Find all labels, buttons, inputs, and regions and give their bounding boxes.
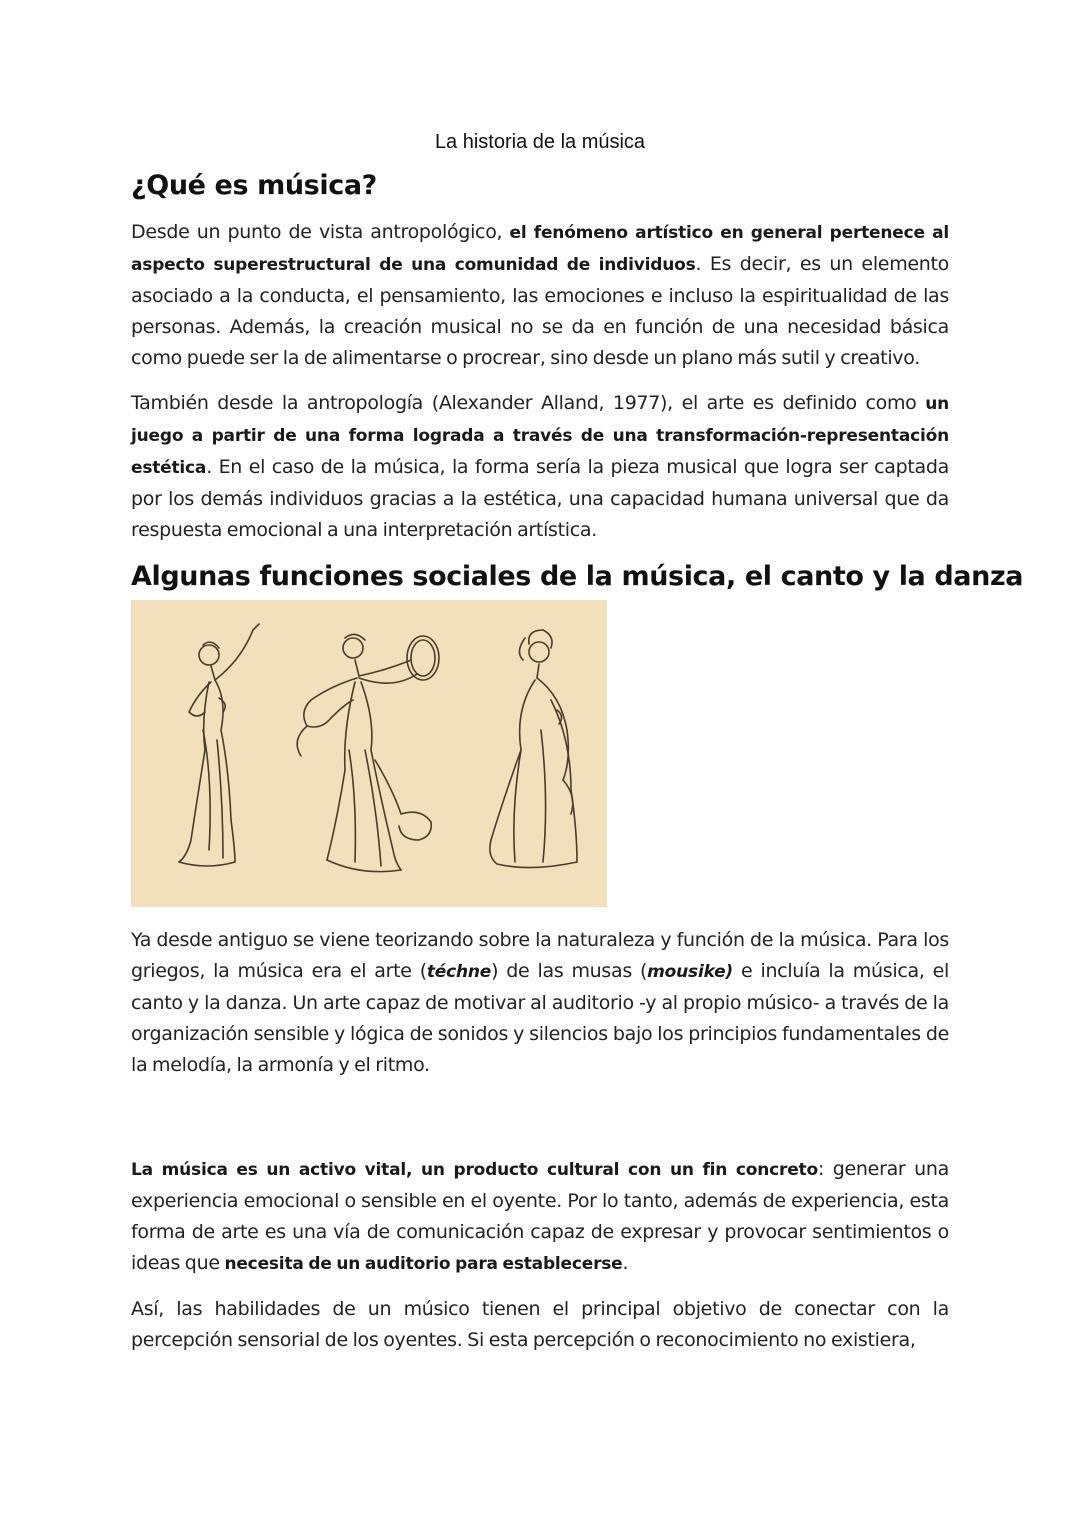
- paragraph-text: ) de las musas (: [491, 960, 648, 982]
- document-title: La historia de la música: [434, 131, 646, 153]
- paragraph-text: Así, las habilidades de un músico tienen el principal objetivo de conectar con la percepción sensorial de los oyentes. Si esta percepción o reconocimiento no existiera,: [131, 1298, 949, 1351]
- paragraph-habilidades: [131, 1294, 949, 1356]
- paragraph-text: . Es decir, es un elemento asociado a la conducta, el pensamiento, las emociones e incluso la espiritualidad de las personas. Además, la creación musical no se da en función de una necesidad básica como puede ser la de alimentarse o procrear, sino desde un plano más sutil y creativo.: [131, 253, 950, 369]
- paragraph-alland: [131, 388, 949, 546]
- italic-term-mousike: mousike): [647, 962, 733, 982]
- paragraph-griegos: [131, 925, 949, 1081]
- section-heading-que-es-musica: ¿Qué es música?: [131, 170, 377, 201]
- paragraph-text: Ya desde antiguo se viene teorizando sobre la naturaleza y función de la música. Para los griegos, la música era el arte (: [131, 929, 949, 982]
- bold-phrase: un juego a partir de una forma lograda a través de una transformación-representación estética: [131, 394, 949, 478]
- paragraph-text: . En el caso de la música, la forma sería la pieza musical que logra ser captada por los demás individuos gracias a la estética, una capacidad humana universal que da respuesta emocional a una interpretación artística.: [131, 456, 949, 541]
- bold-phrase: necesita de un auditorio para establecerse: [224, 1254, 623, 1274]
- paragraph-text: .: [622, 1252, 629, 1274]
- greek-dancers-illustration-icon: [131, 600, 607, 907]
- paragraph-text: : generar una experiencia emocional o sensible en el oyente. Por lo tanto, además de experiencia, esta forma de arte es una vía de comunicación capaz de expresar y provocar sentimientos o ideas que: [131, 1158, 949, 1274]
- section-heading-funciones-sociales: Algunas funciones sociales de la música, el canto y la danza: [131, 561, 1024, 592]
- paragraph-antropologia: [131, 217, 949, 374]
- paragraph-text: También desde la antropología (Alexander Alland, 1977), el arte es definido como: [131, 392, 926, 414]
- bold-phrase: el fenómeno artístico en general pertenece al aspecto superestructural de una comunidad de individuos: [131, 223, 949, 275]
- paragraph-activo-vital: [131, 1154, 949, 1280]
- italic-term-techne: téchne: [426, 962, 492, 982]
- paragraph-text: e incluía la música, el canto y la danza. Un arte capaz de motivar al auditorio -y al propio músico- a través de la organización sensible y lógica de sonidos y silencios bajo los principios fundamentales de la melodía, la armonía y el ritmo.: [131, 960, 949, 1076]
- paragraph-text: Desde un punto de vista antropológico,: [131, 221, 510, 243]
- bold-phrase: La música es un activo vital, un producto cultural con un fin concreto: [131, 1160, 818, 1180]
